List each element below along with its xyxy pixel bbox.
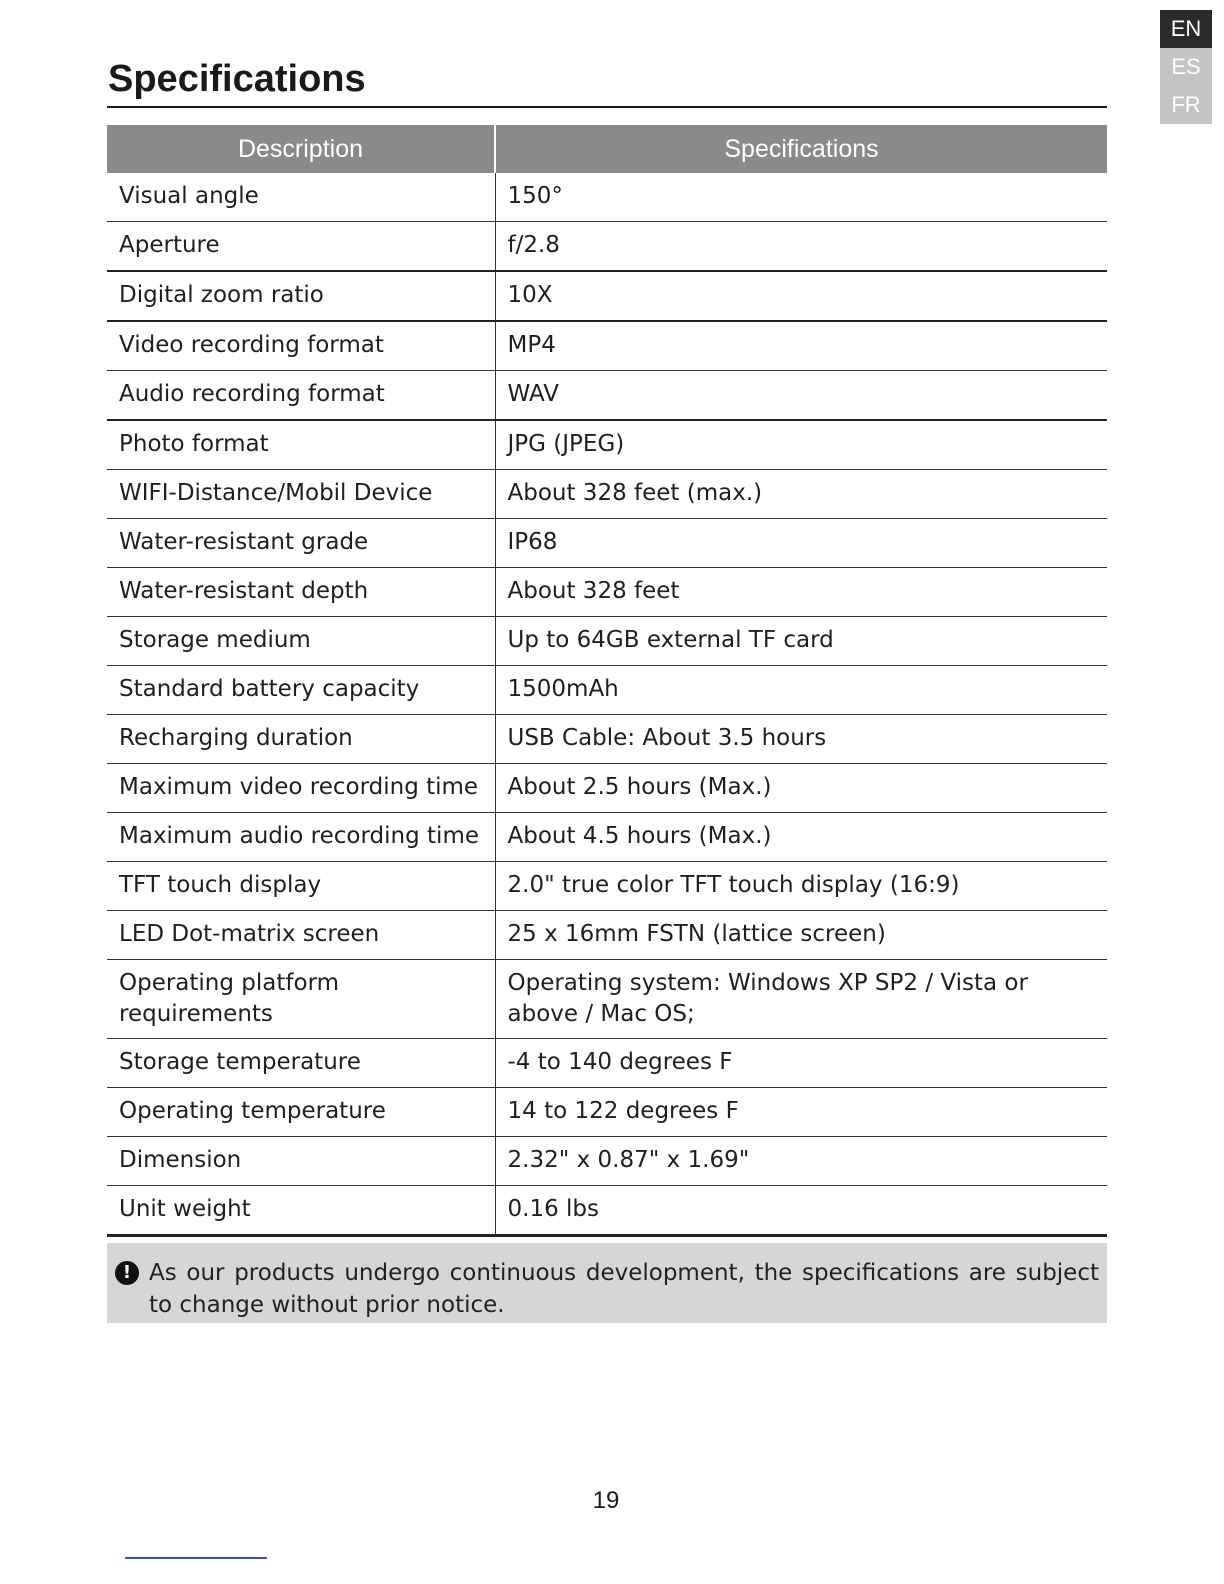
title-divider: [107, 106, 1107, 108]
row-description: Operating platform requirements: [107, 960, 495, 1039]
row-description: Operating temperature: [107, 1088, 495, 1137]
row-description: Water-resistant grade: [107, 519, 495, 568]
row-spec: 2.32" x 0.87" x 1.69": [495, 1137, 1107, 1186]
row-description: Audio recording format: [107, 371, 495, 421]
row-description: Video recording format: [107, 321, 495, 371]
row-spec: About 4.5 hours (Max.): [495, 813, 1107, 862]
row-description: Standard battery capacity: [107, 666, 495, 715]
table-row: [107, 173, 1107, 222]
table-row: [107, 666, 1107, 715]
row-spec: 0.16 lbs: [495, 1186, 1107, 1236]
row-spec: Operating system: Windows XP SP2 / Vista or above / Mac OS;: [495, 960, 1107, 1039]
row-spec: 10X: [495, 271, 1107, 321]
row-spec: f/2.8: [495, 222, 1107, 272]
lang-tab-fr[interactable]: FR: [1160, 86, 1212, 124]
specifications-table: [107, 125, 1107, 1237]
row-description: Digital zoom ratio: [107, 271, 495, 321]
row-spec: About 328 feet (max.): [495, 470, 1107, 519]
lang-tab-en[interactable]: EN: [1160, 10, 1212, 48]
row-description: Water-resistant depth: [107, 568, 495, 617]
row-spec: IP68: [495, 519, 1107, 568]
column-header-specifications: Specifications: [495, 125, 1107, 173]
row-spec: About 328 feet: [495, 568, 1107, 617]
table-row: [107, 519, 1107, 568]
lang-tab-es[interactable]: ES: [1160, 48, 1212, 86]
row-spec: 150°: [495, 173, 1107, 222]
table-row: [107, 1137, 1107, 1186]
row-spec: MP4: [495, 321, 1107, 371]
notice-text: As our products undergo continuous development, the specifications are subject to change without prior notice.: [149, 1260, 1099, 1318]
table-row: [107, 764, 1107, 813]
table-row: [107, 470, 1107, 519]
exclamation-circle-icon: !: [115, 1261, 139, 1285]
table-row: [107, 960, 1107, 1039]
table-row: [107, 617, 1107, 666]
table-header-row: [107, 125, 1107, 173]
row-spec: About 2.5 hours (Max.): [495, 764, 1107, 813]
row-description: Storage medium: [107, 617, 495, 666]
row-description: TFT touch display: [107, 862, 495, 911]
row-spec: Up to 64GB external TF card: [495, 617, 1107, 666]
table-row: [107, 321, 1107, 371]
table-row: [107, 420, 1107, 470]
row-spec: WAV: [495, 371, 1107, 421]
row-spec: USB Cable: About 3.5 hours: [495, 715, 1107, 764]
row-description: Aperture: [107, 222, 495, 272]
table-row: [107, 222, 1107, 272]
row-description: Maximum video recording time: [107, 764, 495, 813]
row-description: Dimension: [107, 1137, 495, 1186]
row-spec: 2.0" true color TFT touch display (16:9): [495, 862, 1107, 911]
row-description: Maximum audio recording time: [107, 813, 495, 862]
row-description: LED Dot-matrix screen: [107, 911, 495, 960]
row-spec: JPG (JPEG): [495, 420, 1107, 470]
row-description: Visual angle: [107, 173, 495, 222]
row-description: WIFI-Distance/Mobil Device: [107, 470, 495, 519]
table-row: [107, 911, 1107, 960]
language-tabs: [1160, 10, 1212, 124]
column-header-description: Description: [107, 125, 495, 173]
row-spec: 14 to 122 degrees F: [495, 1088, 1107, 1137]
page-number: 19: [592, 1487, 620, 1514]
table-row: [107, 1186, 1107, 1236]
table-row: [107, 715, 1107, 764]
table-row: [107, 271, 1107, 321]
table-row: [107, 1039, 1107, 1088]
row-description: Unit weight: [107, 1186, 495, 1236]
table-row: [107, 862, 1107, 911]
row-spec: -4 to 140 degrees F: [495, 1039, 1107, 1088]
table-row: [107, 371, 1107, 421]
footer-underline: [125, 1557, 267, 1559]
table-row: [107, 1088, 1107, 1137]
row-spec: 1500mAh: [495, 666, 1107, 715]
page-title: Specifications: [108, 58, 366, 100]
row-description: Storage temperature: [107, 1039, 495, 1088]
table-row: [107, 813, 1107, 862]
table-row: [107, 568, 1107, 617]
row-spec: 25 x 16mm FSTN (lattice screen): [495, 911, 1107, 960]
row-description: Recharging duration: [107, 715, 495, 764]
notice-box: [107, 1243, 1107, 1323]
row-description: Photo format: [107, 420, 495, 470]
